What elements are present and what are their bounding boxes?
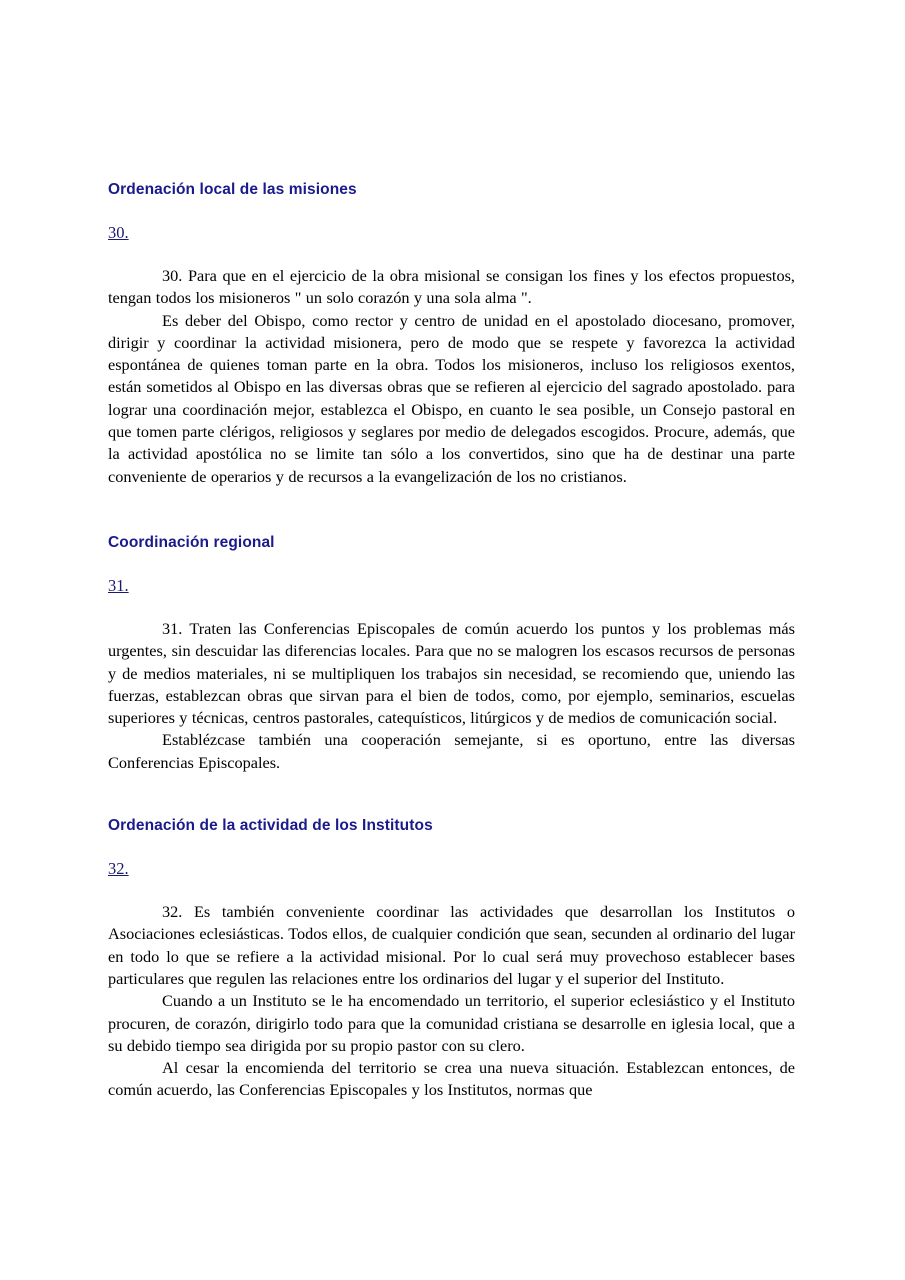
spacer bbox=[108, 598, 795, 618]
spacer bbox=[108, 488, 795, 533]
spacer bbox=[108, 881, 795, 901]
section-heading-coordinacion-regional: Coordinación regional bbox=[108, 533, 275, 551]
section-anchor-link-31[interactable]: 31. bbox=[108, 575, 129, 595]
paragraph: Establézcase también una cooperación semejante, si es oportuno, entre las diversas Conferencias Episcopales. bbox=[108, 730, 795, 772]
section-anchor-link-30[interactable]: 30. bbox=[108, 223, 129, 242]
paragraph: Cuando a un Instituto se le ha encomendado un territorio, el superior eclesiástico y el Instituto procuren, de corazón, dirigirlo todo para que la comunidad cristiana se desarrolle en iglesia local, que a su debido tiempo sea dirigida por su propio pastor con su clero. bbox=[108, 991, 795, 1055]
paragraph: 32. Es también conveniente coordinar las actividades que desarrollan los Institutos o Asociaciones eclesiásticas. Todos ellos, de cualquier condición que sean, secunden al ordinario del lugar en todo lo que se refiere a la actividad misional. Por lo cual será muy provechoso establecer bases particulares que regulen las relaciones entre los ordinarios del lugar y el superior del Instituto. bbox=[108, 902, 795, 988]
spacer bbox=[108, 836, 795, 858]
section-anchor-row bbox=[108, 858, 795, 881]
paragraph: 31. Traten las Conferencias Episcopales de común acuerdo los puntos y los problemas más urgentes, sin descuidar las diferencias locales. Para que no se malogren los escasos recursos de personas y de medios materiales, ni se multipliquen los trabajos sin necesidad, se recomiendo que, uniendo las fuerzas, establezcan obras que sirvan para el bien de todos, como, por ejemplo, seminarios, escuelas superiores y técnicas, centros pastorales, catequísticos, litúrgicos y de medios de comunicación social. bbox=[108, 618, 795, 728]
spacer bbox=[108, 200, 795, 222]
section-heading-ordenacion-de-la-actividad-de-los-institutos: Ordenación de la actividad de los Institutos bbox=[108, 817, 433, 835]
spacer bbox=[108, 553, 795, 575]
section-anchor-row bbox=[108, 575, 795, 598]
document-content bbox=[108, 180, 795, 1102]
spacer bbox=[108, 774, 795, 816]
section-anchor-row bbox=[108, 222, 795, 245]
section-anchor-link-32[interactable]: 32. bbox=[108, 859, 129, 879]
paragraph: 30. Para que en el ejercicio de la obra misional se consigan los fines y los efectos propuestos, tengan todos los misioneros " un solo corazón y una sola alma ". bbox=[108, 266, 795, 308]
paragraph: Es deber del Obispo, como rector y centro de unidad en el apostolado diocesano, promover, dirigir y coordinar la actividad misionera, pero de modo que se respete y favorezca la actividad espontánea de quienes toman parte en la obra. Todos los misioneros, incluso los religiosos exentos, están sometidos al Obispo en las diversas obras que se refieren al ejercicio del sagrado apostolado. para lograr una coordinación mejor, establezca el Obispo, en cuanto le sea posible, un Consejo pastoral en que tomen parte clérigos, religiosos y seglares por medio de delegados escogidos. Procure, además, que la actividad apostólica no se limite tan sólo a los convertidos, sino que ha de destinar una parte conveniente de operarios y de recursos a la evangelización de los no cristianos. bbox=[108, 310, 795, 486]
spacer bbox=[108, 245, 795, 265]
section-heading-ordenacion-local-de-las-misiones: Ordenación local de las misiones bbox=[108, 181, 357, 198]
paragraph: Al cesar la encomienda del territorio se crea una nueva situación. Establezcan entonces, de común acuerdo, las Conferencias Episcopales y los Institutos, normas que bbox=[108, 1058, 795, 1100]
